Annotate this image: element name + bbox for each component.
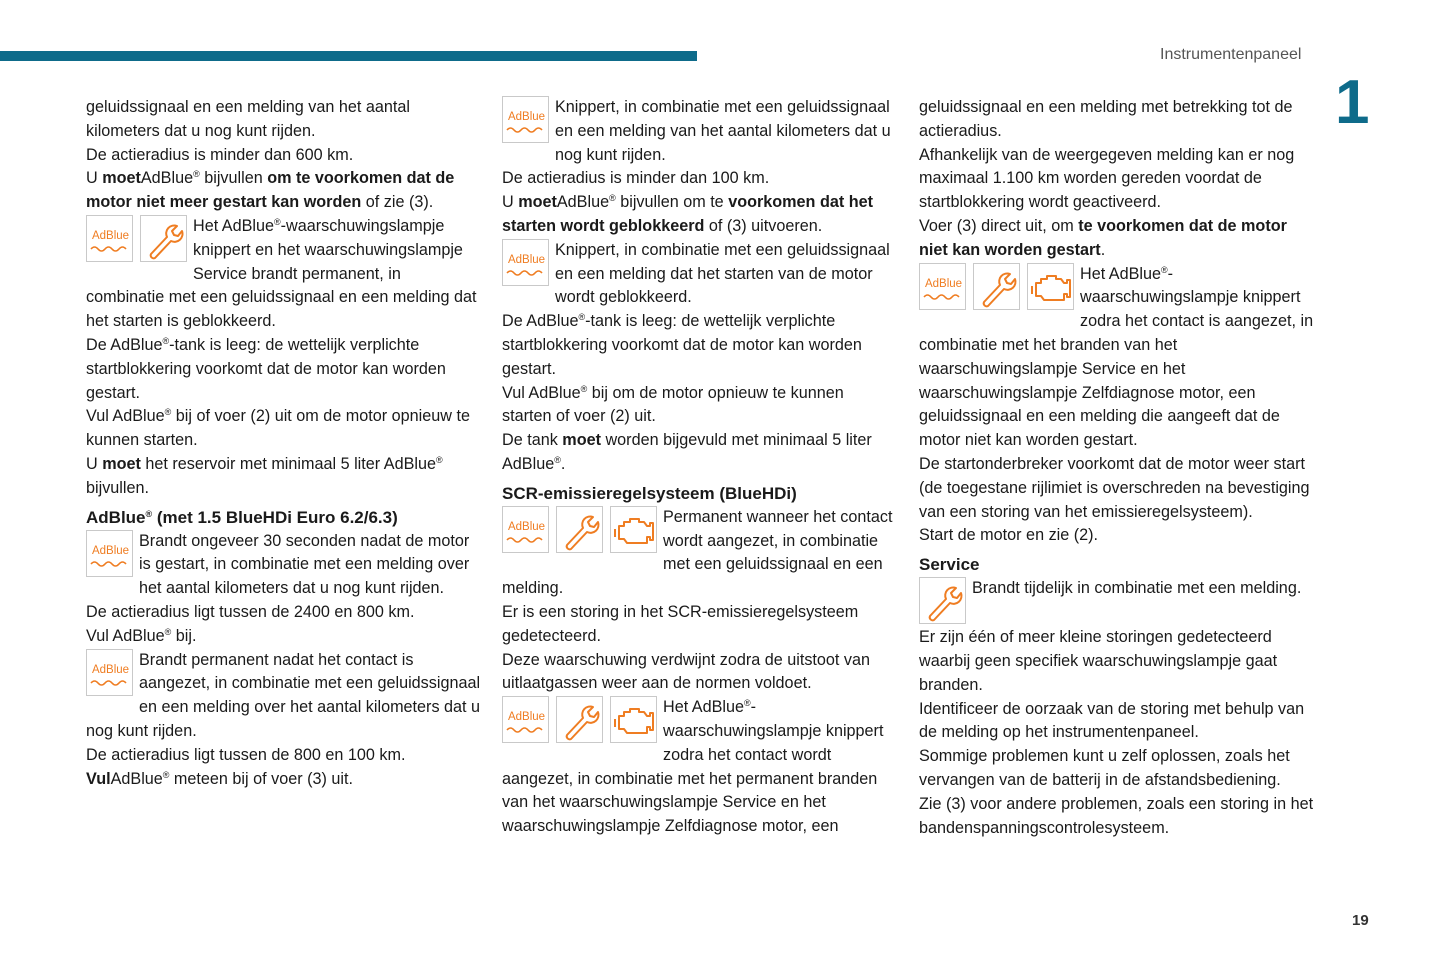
- paragraph: geluidssignaal en een melding van het aantal kilometers dat u nog kunt rijden.: [86, 98, 410, 140]
- section-title: Instrumentenpaneel: [1160, 46, 1302, 63]
- paragraph: Het AdBlue®-waarschuwingslampje knippert zodra het contact is aangezet, in combinatie met het branden van het waarschuwingslampje Service en het waarschuwingslampje Zelfdiagnose motor, een geluidssignaal en een melding die aangeeft dat de motor niet kan worden gestart.: [919, 264, 1314, 450]
- paragraph: Knippert, in combinatie met een geluidssignaal en een melding van het aantal kilometers dat u nog kunt rijden.: [555, 98, 891, 164]
- paragraph: De actieradius ligt tussen de 800 en 100 km.: [86, 745, 406, 764]
- paragraph: Brandt ongeveer 30 seconden nadat de motor is gestart, in combinatie met een melding over het aantal kilometers dat u nog kunt rijden.: [139, 531, 470, 598]
- paragraph: U moetAdBlue® bijvullen om te voorkomen dat het starten wordt geblokkeerd of (3) uitvoeren.: [502, 193, 873, 235]
- warning-icons: [502, 506, 657, 553]
- paragraph: Vul AdBlue® bij of voer (2) uit om de motor opnieuw te kunnen starten.: [86, 407, 470, 450]
- svg-text:AdBlue: AdBlue: [91, 663, 130, 676]
- warning-icons: [86, 649, 133, 696]
- svg-text:AdBlue: AdBlue: [924, 277, 963, 290]
- paragraph: Start de motor en zie (2).: [919, 526, 1099, 545]
- paragraph: geluidssignaal en een melding met betrekking tot de actieradius.: [919, 98, 1293, 140]
- adblue-icon: [86, 649, 133, 696]
- wrench-icon: [556, 696, 603, 743]
- paragraph: Brandt tijdelijk in combinatie met een melding.: [972, 579, 1302, 598]
- engine-icon: [1027, 263, 1074, 310]
- adblue-icon: [86, 215, 133, 262]
- wrench-icon: [973, 263, 1020, 310]
- text-column-2: [502, 96, 897, 839]
- svg-text:AdBlue: AdBlue: [507, 253, 546, 266]
- section-heading: SCR-emissieregelsysteem (BlueHDi): [502, 483, 797, 503]
- paragraph: De tank moet worden bijgevuld met minimaal 5 liter AdBlue®.: [502, 431, 872, 473]
- chapter-number: 1: [1335, 68, 1370, 137]
- paragraph: Afhankelijk van de weergegeven melding kan er nog maximaal 1.100 km worden gereden voordat de startblokkering wordt geactiveerd.: [919, 145, 1295, 212]
- svg-text:AdBlue: AdBlue: [91, 544, 130, 557]
- engine-icon: [610, 506, 657, 553]
- paragraph: Zie (3) voor andere problemen, zoals een storing in het bandenspanningscontrolesysteem.: [919, 794, 1314, 837]
- paragraph: Sommige problemen kunt u zelf oplossen, zoals het vervangen van de batterij in de afstandsbediening.: [919, 747, 1290, 789]
- paragraph: Deze waarschuwing verdwijnt zodra de uitstoot van uitlaatgassen weer aan de normen voldoet.: [502, 650, 871, 693]
- adblue-icon: [86, 530, 133, 577]
- warning-icons: [919, 577, 966, 624]
- adblue-icon: [919, 263, 966, 310]
- warning-icons: [86, 530, 133, 577]
- engine-icon: [610, 696, 657, 743]
- text-column-3: [919, 96, 1314, 840]
- paragraph: Het AdBlue®-waarschuwingslampje knippert en het waarschuwingslampje Service brandt permanent, in combinatie met een geluidssignaal en een melding dat het starten is geblokkeerd.: [86, 216, 477, 331]
- section-heading: Service: [919, 555, 980, 575]
- paragraph: De startonderbreker voorkomt dat de motor weer start (de toegestane rijlimiet is overschreden na bevestiging van een storing van het emissieregelsysteem).: [919, 454, 1310, 521]
- paragraph: Er is een storing in het SCR-emissieregelsysteem gedetecteerd.: [502, 602, 859, 645]
- section-heading: AdBlue® (met 1.5 BlueHDi Euro 6.2/6.3): [86, 507, 398, 527]
- paragraph: VulAdBlue® meteen bij of voer (3) uit.: [86, 769, 353, 788]
- svg-text:AdBlue: AdBlue: [507, 520, 546, 533]
- warning-icons: [502, 239, 549, 286]
- text-column-1: [86, 96, 481, 791]
- paragraph: Het AdBlue®-waarschuwingslampje knippert zodra het contact wordt aangezet, in combinatie met het permanent branden van het waarschuwingslampje Service en het waarschuwingslampje Zelfdiagnose motor, een: [502, 698, 884, 836]
- warning-icons: [502, 696, 657, 743]
- adblue-icon: [502, 506, 549, 553]
- warning-icons: [86, 215, 187, 262]
- paragraph: Vul AdBlue® bij om de motor opnieuw te kunnen starten of voer (2) uit.: [502, 383, 844, 426]
- paragraph: De actieradius is minder dan 600 km.: [86, 145, 354, 164]
- svg-text:AdBlue: AdBlue: [507, 111, 546, 123]
- svg-text:AdBlue: AdBlue: [91, 229, 130, 242]
- header-accent-bar: [0, 51, 697, 61]
- wrench-icon: [140, 215, 187, 262]
- warning-icons: [919, 263, 1074, 310]
- paragraph: Er zijn één of meer kleine storingen gedetecteerd waarbij geen specifiek waarschuwingslampje gaat branden.: [919, 628, 1278, 694]
- page-number: 19: [1352, 912, 1369, 929]
- paragraph: De actieradius ligt tussen de 2400 en 800 km.: [86, 602, 415, 621]
- adblue-icon: [502, 696, 549, 743]
- wrench-icon: [556, 506, 603, 553]
- adblue-icon: [502, 96, 549, 143]
- paragraph: U moet het reservoir met minimaal 5 liter AdBlue® bijvullen.: [86, 454, 443, 497]
- paragraph: De AdBlue®-tank is leeg: de wettelijk verplichte startblokkering voorkomt dat de motor kan worden gestart.: [502, 312, 862, 378]
- wrench-icon: [919, 577, 966, 624]
- paragraph: Voer (3) direct uit, om te voorkomen dat de motor niet kan worden gestart.: [919, 216, 1287, 259]
- paragraph: Identificeer de oorzaak van de storing met behulp van de melding op het instrumentenpaneel.: [919, 699, 1305, 742]
- paragraph: Knippert, in combinatie met een geluidssignaal en een melding dat het starten van de motor wordt geblokkeerd.: [555, 240, 890, 307]
- paragraph: U moetAdBlue® bijvullen om te voorkomen dat de motor niet meer gestart kan worden of zie (3).: [86, 169, 455, 212]
- paragraph: Brandt permanent nadat het contact is aangezet, in combinatie met een geluidssignaal en een melding over het aantal kilometers dat u nog kunt rijden.: [86, 650, 481, 740]
- adblue-icon: [502, 239, 549, 286]
- paragraph: Permanent wanneer het contact wordt aangezet, in combinatie met een geluidssignaal en een melding.: [502, 507, 893, 598]
- paragraph: De actieradius is minder dan 100 km.: [502, 169, 770, 188]
- paragraph: De AdBlue®-tank is leeg: de wettelijk verplichte startblokkering voorkomt dat de motor kan worden gestart.: [86, 335, 446, 402]
- svg-text:AdBlue: AdBlue: [507, 711, 546, 724]
- paragraph: Vul AdBlue® bij.: [86, 626, 197, 645]
- warning-icons: [502, 96, 549, 143]
